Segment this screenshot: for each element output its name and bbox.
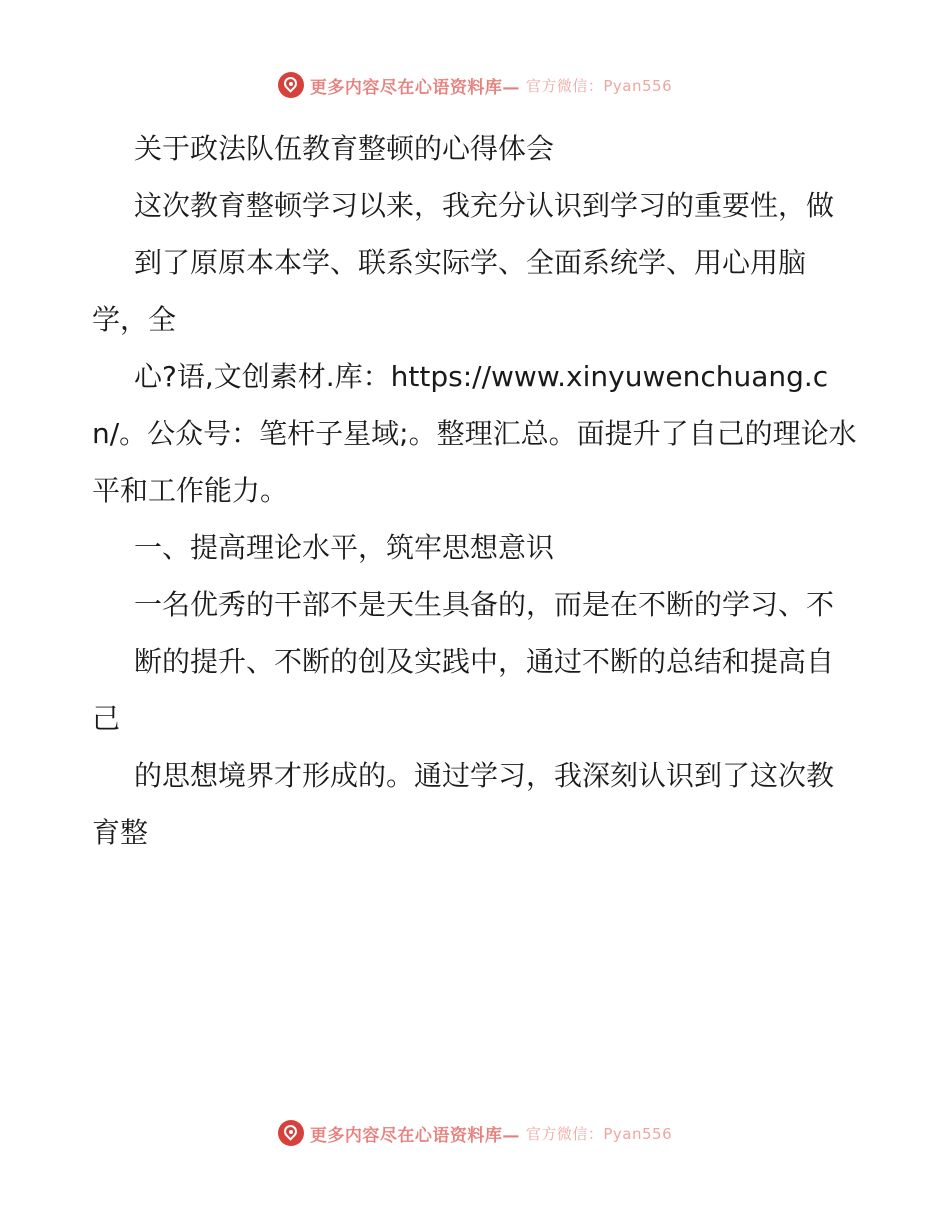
xinyu-logo-icon — [278, 72, 304, 98]
watermark-sub-text: 官方微信：Pyan556 — [525, 76, 673, 95]
xinyu-logo-icon — [278, 1120, 304, 1146]
watermark-sub-text: 官方微信：Pyan556 — [525, 1124, 673, 1143]
watermark-bottom — [0, 1120, 950, 1146]
watermark-main-text: 更多内容尽在心语资料库— — [309, 1125, 520, 1146]
paragraph-1: 这次教育整顿学习以来，我充分认识到学习的重要性，做 — [134, 189, 835, 222]
watermark-top — [0, 72, 950, 98]
watermark-main-text: 更多内容尽在心语资料库— — [309, 77, 520, 98]
paragraph-5: 一名优秀的干部不是天生具备的，而是在不断的学习、不 — [134, 588, 835, 621]
document-title: 关于政法队伍教育整顿的心得体会 — [134, 132, 555, 165]
paragraph-6: 断的提升、不断的创及实践中，通过不断的总结和提高自己 — [92, 645, 835, 735]
paragraph-4-heading: 一、提高理论水平，筑牢思想意识 — [134, 531, 555, 564]
document-body — [92, 120, 858, 861]
paragraph-7: 的思想境界才形成的。通过学习，我深刻认识到了这次教育整 — [92, 759, 835, 849]
paragraph-3-watermark-text: 心?语,文创素材.库：https://www.xinyuwenchuang.cn/。公众号：笔杆子星域;。整理汇总。面提升了自己的理论水平和工作能力。 — [92, 360, 857, 507]
paragraph-2: 到了原原本本学、联系实际学、全面系统学、用心用脑学，全 — [92, 246, 807, 336]
